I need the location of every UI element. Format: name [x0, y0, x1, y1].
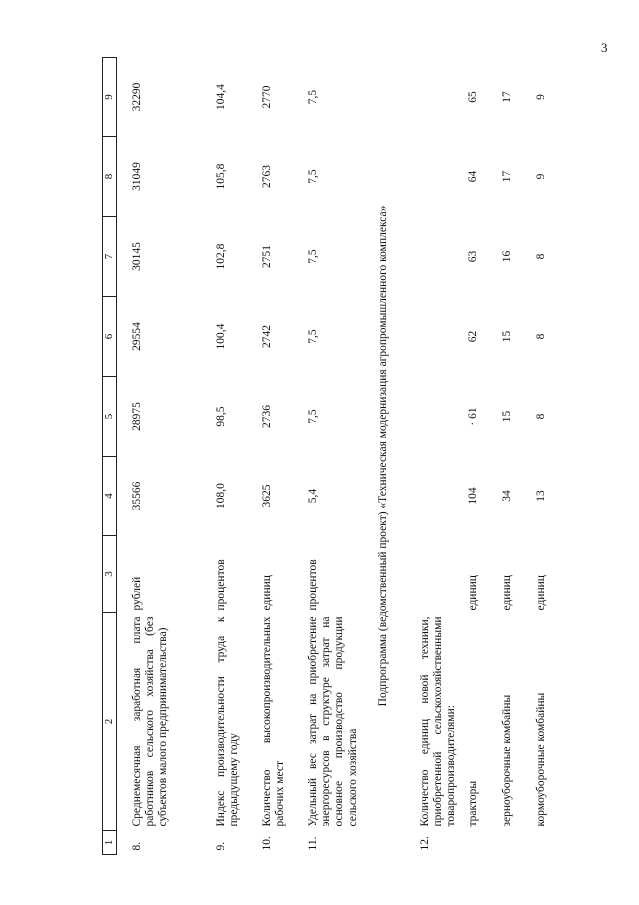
- header-cell: 1: [103, 831, 117, 855]
- header-cell: 7: [103, 217, 117, 297]
- value-cell: 7,5: [307, 329, 319, 344]
- value-cell: 62: [467, 330, 479, 343]
- value-cell: 7,5: [307, 409, 319, 424]
- value-cell: 63: [467, 250, 479, 263]
- table-row: [459, 58, 493, 855]
- value-cell: 3625: [261, 484, 273, 508]
- indicator-name: Количество единиц новой техники, приобретенной сельскохозяйственными товаропроизводителями:: [419, 616, 458, 827]
- value-cell: 34: [501, 490, 513, 502]
- table-row: [117, 58, 206, 855]
- value-cell: 104,4: [215, 84, 227, 110]
- indicator-table: [102, 57, 561, 855]
- value-cell: 15: [501, 330, 513, 343]
- value-cell: 105,8: [215, 163, 227, 190]
- indicator-name: Среднемесячная заработная плата работников сельского хозяйства (без субъектов малого предпринимательства): [131, 616, 170, 827]
- value-cell: 7,5: [307, 89, 319, 105]
- unit: процентов: [215, 559, 227, 611]
- unit: единиц: [467, 575, 479, 611]
- value-cell: 2770: [261, 85, 273, 109]
- row-number: 12.: [419, 836, 431, 851]
- value-cell: 7,5: [307, 249, 319, 264]
- table-row: [493, 58, 527, 855]
- unit: единиц: [535, 575, 547, 611]
- value-cell: 17: [501, 170, 513, 183]
- table-row: [411, 58, 459, 855]
- page-number: 3: [601, 40, 608, 55]
- table-row: [527, 58, 561, 855]
- value-cell: 32290: [131, 82, 143, 112]
- subprogram-title: Подпрограмма (ведомственный проект) «Техническая модернизация агропромышленного комплекса»: [377, 205, 389, 707]
- value-cell: 100,4: [215, 323, 227, 350]
- indicator-name: кормоуборочные комбайны: [535, 692, 547, 827]
- table-row: [205, 58, 251, 855]
- unit: процентов: [307, 559, 319, 611]
- value-cell: 102,8: [215, 243, 227, 270]
- indicator-name: Удельный вес затрат на приобретение энергоресурсов в структуре затрат на основное производство продукции сельского хозяйства: [307, 616, 359, 827]
- indicator-name: Количество высокопроизводительных рабочих мест: [261, 616, 287, 827]
- value-cell: 9: [535, 94, 547, 100]
- indicator-name: зерноуборочные комбайны: [501, 694, 513, 827]
- value-cell: 15: [501, 410, 513, 423]
- value-cell: 108,0: [215, 483, 227, 509]
- value-cell: 98,5: [215, 406, 227, 427]
- indicator-table-rotated: [102, 58, 547, 855]
- table-row: [297, 58, 373, 855]
- header-cell: 6: [103, 297, 117, 377]
- value-cell: 31049: [131, 162, 143, 191]
- value-cell: 8: [535, 333, 547, 340]
- value-cell: 64: [467, 170, 479, 183]
- value-cell: 2763: [261, 165, 273, 188]
- value-cell: 30145: [131, 242, 143, 271]
- header-row: [103, 58, 117, 855]
- table-row: [251, 58, 297, 855]
- indicator-name: Индекс производительности труда к предыдущему году: [215, 616, 241, 827]
- value-cell: 35566: [131, 481, 143, 511]
- header-cell: 4: [103, 457, 117, 536]
- unit: рублей: [131, 576, 143, 611]
- value-cell: 104: [467, 487, 479, 505]
- row-number: 9.: [215, 841, 227, 851]
- row-number: 11.: [307, 836, 319, 851]
- header-cell: 3: [103, 536, 117, 613]
- indicator-name: тракторы: [467, 780, 479, 827]
- value-cell: 7,5: [307, 169, 319, 184]
- header-cell: 9: [103, 58, 117, 137]
- value-cell: 28975: [131, 402, 143, 431]
- unit: единиц: [501, 575, 513, 611]
- value-cell: 5,4: [307, 488, 319, 504]
- subprogram-row: [373, 58, 411, 855]
- header-cell: 5: [103, 377, 117, 457]
- value-cell: 2736: [261, 405, 273, 428]
- value-cell: 17: [501, 91, 513, 103]
- value-cell: 8: [535, 253, 547, 260]
- value-cell: 13: [535, 490, 547, 502]
- row-number: 8.: [131, 841, 143, 851]
- value-cell: 65: [467, 91, 479, 103]
- row-number: 10.: [261, 836, 273, 851]
- value-cell: 8: [535, 413, 547, 420]
- value-cell: · 61: [467, 407, 479, 426]
- header-cell: 8: [103, 137, 117, 217]
- value-cell: 29554: [131, 322, 143, 351]
- value-cell: 2742: [261, 325, 273, 348]
- value-cell: 2751: [261, 245, 273, 268]
- unit: единиц: [261, 575, 273, 611]
- value-cell: 16: [501, 250, 513, 263]
- value-cell: 9: [535, 173, 547, 180]
- header-cell: 2: [103, 613, 117, 831]
